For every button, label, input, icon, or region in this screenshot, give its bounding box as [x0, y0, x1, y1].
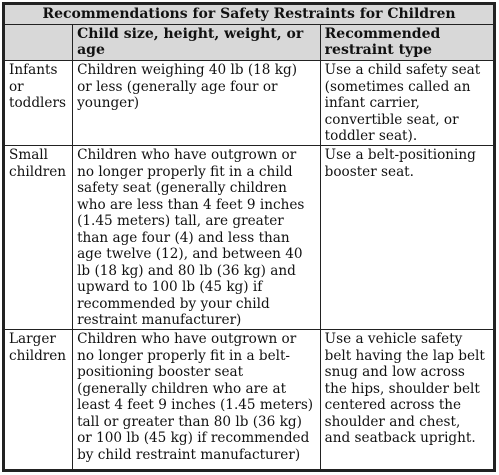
- row-restraint-type: Use a child safety seat (sometimes called an infant carrier, convertible seat, or toddler seat).: [320, 61, 493, 146]
- table-title-row: [5, 5, 494, 25]
- row-group-label: Larger children: [5, 330, 73, 470]
- row-group-label: Infants or toddlers: [5, 61, 73, 146]
- table-header-row: [5, 25, 494, 61]
- row-restraint-type: Use a vehicle safety belt having the lap belt snug and low across the hips, shoulder belt centered across the shoulder and chest, and seatback upright.: [320, 330, 493, 470]
- table-row: [5, 146, 494, 330]
- row-group-label: Small children: [5, 146, 73, 330]
- restraint-table-frame: [2, 2, 496, 472]
- restraint-recommendations-table: [4, 4, 494, 470]
- table-row: [5, 330, 494, 470]
- table-title: Recommendations for Safety Restraints for Children: [5, 5, 494, 25]
- table-row: [5, 61, 494, 146]
- header-restraint-type: Recommended restraint type: [320, 25, 493, 61]
- row-child-size: Children who have outgrown or no longer properly fit in a child safety seat (generally children who are less than 4 feet 9 inches (1.45 meters) tall, are greater than age four (4) and less than age twelve (12), and between 40 lb (18 kg) and 80 lb (36 kg) and upward to 100 lb (45 kg) if recommended by your child restraint manufacturer): [73, 146, 321, 330]
- header-group-cell: [5, 25, 73, 61]
- row-restraint-type: Use a belt-positioning booster seat.: [320, 146, 493, 330]
- row-child-size: Children weighing 40 lb (18 kg) or less (generally age four or younger): [73, 61, 321, 146]
- header-child-size: Child size, height, weight, or age: [73, 25, 321, 61]
- row-child-size: Children who have outgrown or no longer properly fit in a belt-positioning booster seat (generally children who are at least 4 feet 9 inches (1.45 meters) tall or greater than 80 lb (36 kg) or 100 lb (45 kg) if recommended by child restraint manufacturer): [73, 330, 321, 470]
